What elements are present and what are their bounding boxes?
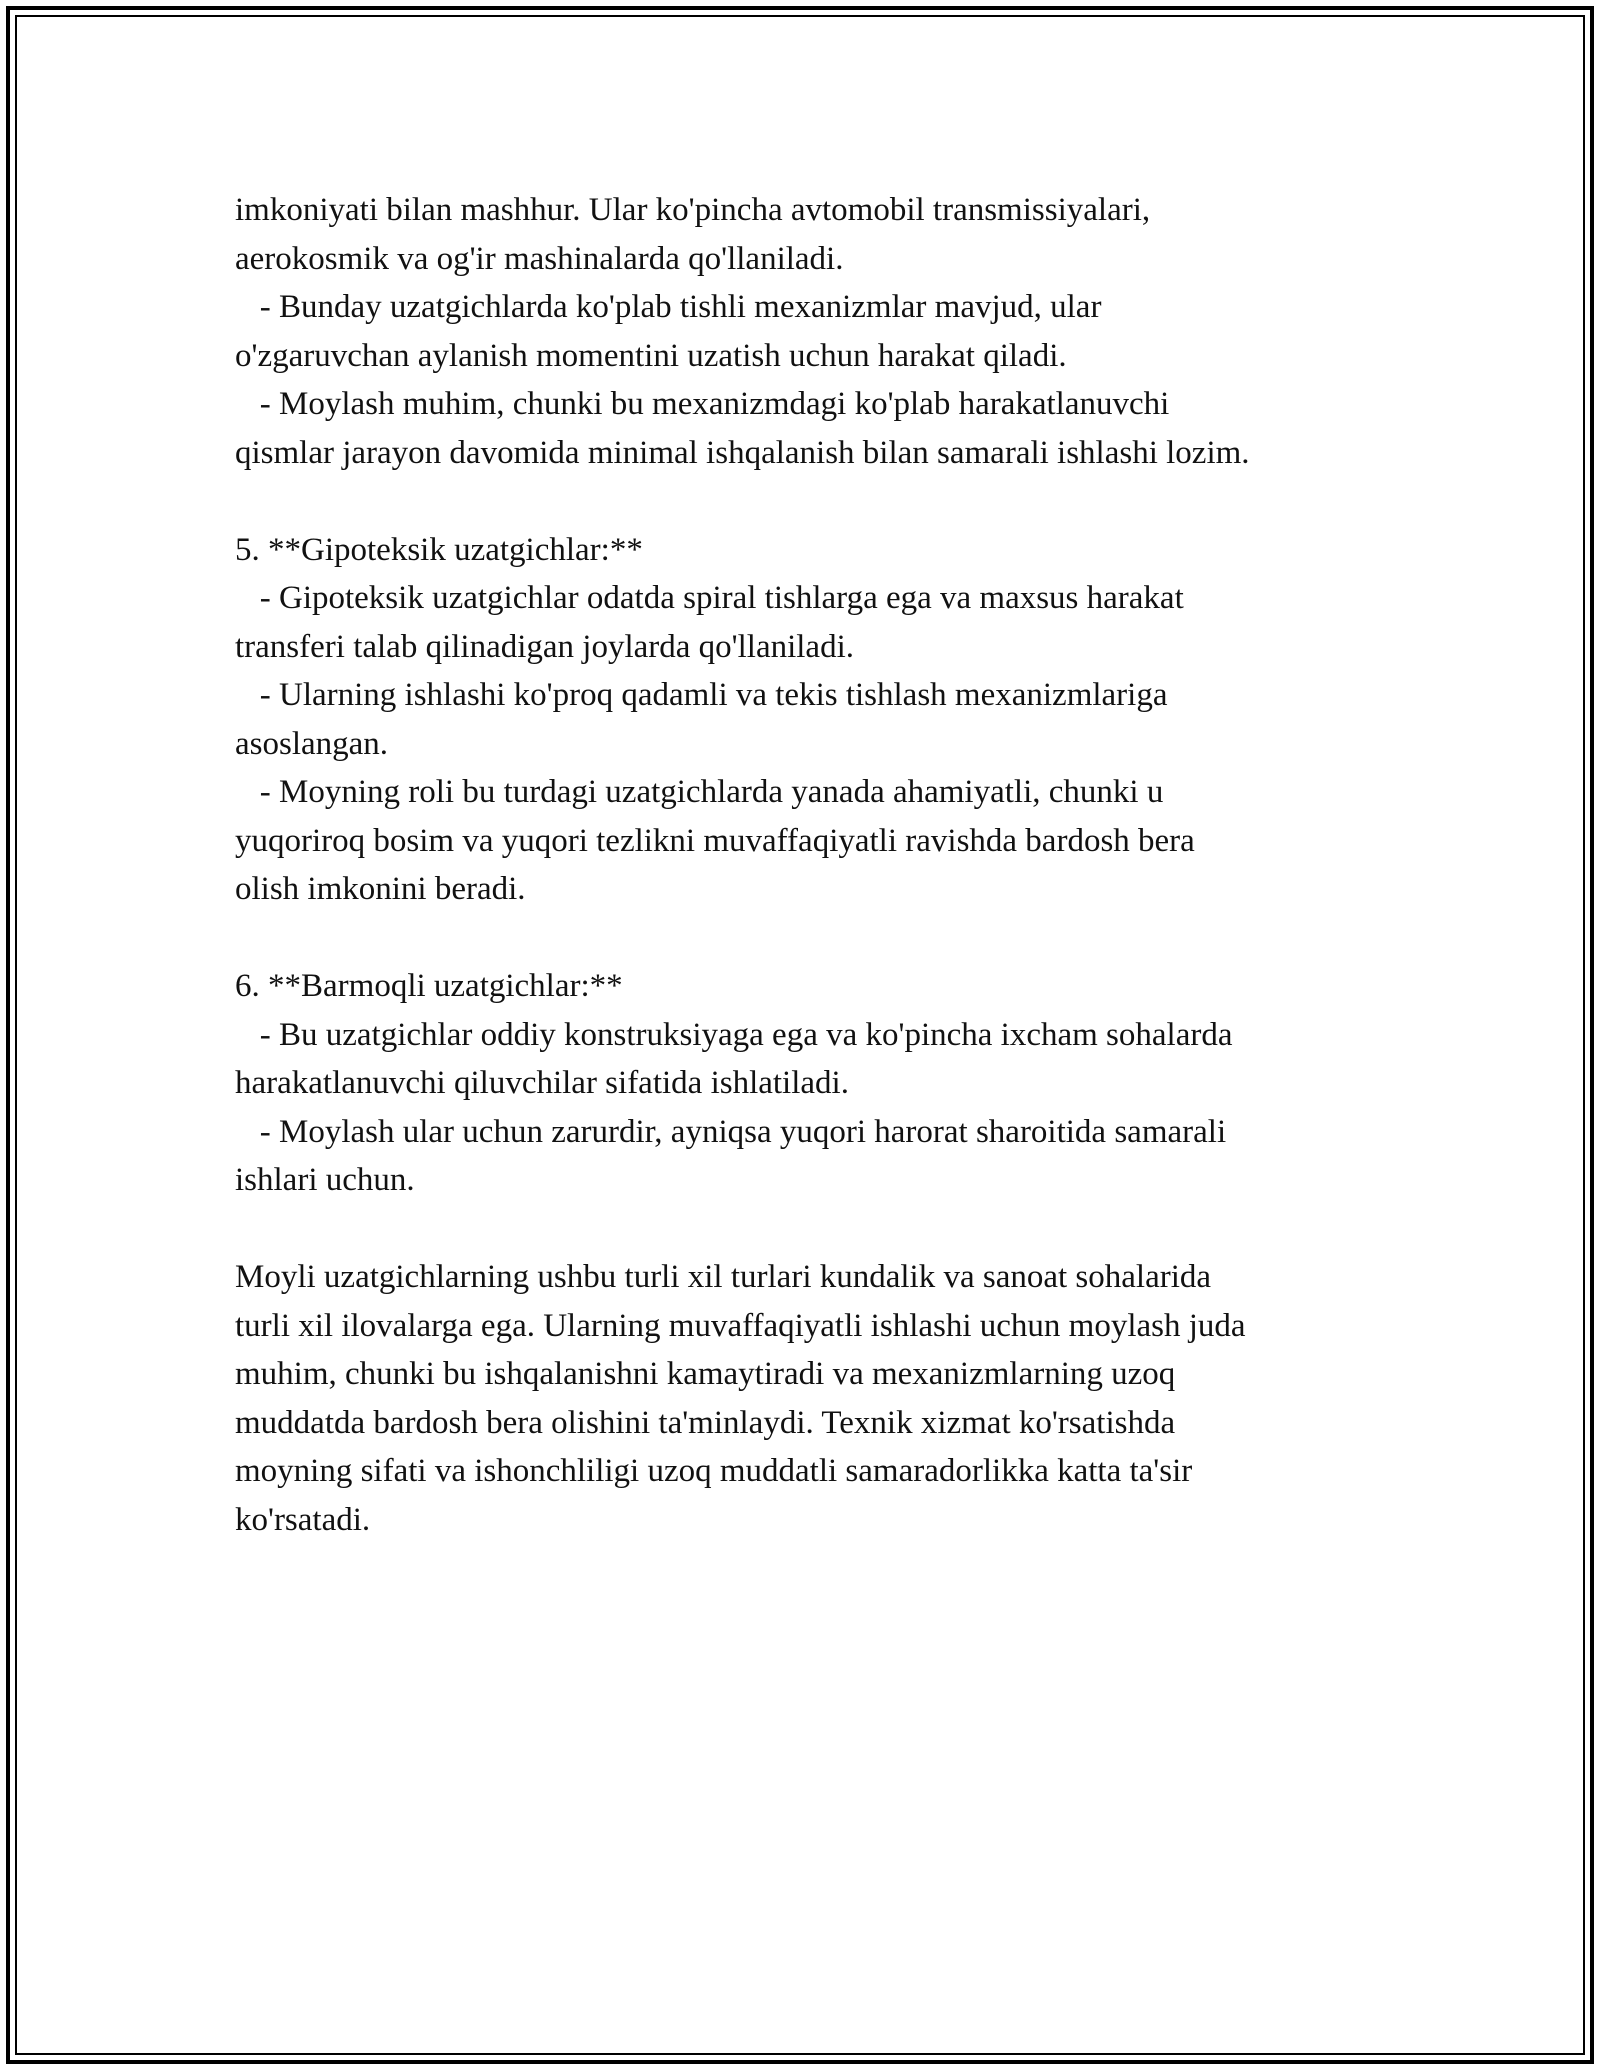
text-line: - Moylash ular uchun zarurdir, ayniqsa yuqori harorat sharoitida samarali xyxy=(235,1113,1227,1150)
text-line: o'zgaruvchan aylanish momentini uzatish uchun harakat qiladi. xyxy=(235,337,1067,374)
text-line: - Bu uzatgichlar oddiy konstruksiyaga ega va ko'pincha ixcham sohalarda xyxy=(235,1016,1233,1053)
document-body xyxy=(235,186,1385,1544)
text-line: - Moyning roli bu turdagi uzatgichlarda yanada ahamiyatli, chunki u xyxy=(235,774,1164,810)
text-line: transferi talab qilinadigan joylarda qo'llaniladi. xyxy=(235,628,854,665)
text-line: ishlari uchun. xyxy=(235,1162,415,1198)
text-line: olish imkonini beradi. xyxy=(235,871,526,907)
text-line: yuqoriroq bosim va yuqori tezlikni muvaffaqiyatli ravishda bardosh bera xyxy=(235,822,1195,859)
text-line: muhim, chunki bu ishqalanishni kamaytiradi va mexanizmlarning uzoq xyxy=(235,1356,1176,1392)
text-line: - Gipoteksik uzatgichlar odatda spiral tishlarga ega va maxsus harakat xyxy=(235,580,1184,616)
text-line: harakatlanuvchi qiluvchilar sifatida ishlatiladi. xyxy=(235,1065,849,1101)
text-line: aerokosmik va og'ir mashinalarda qo'llaniladi. xyxy=(235,240,844,277)
text-line: - Bunday uzatgichlarda ko'plab tishli mexanizmlar mavjud, ular xyxy=(235,289,1102,325)
text-line: muddatda bardosh bera olishini ta'minlaydi. Texnik xizmat ko'rsatishda xyxy=(235,1404,1176,1441)
text-line: asoslangan. xyxy=(235,725,389,762)
text-line: imkoniyati bilan mashhur. Ular ko'pincha avtomobil transmissiyalari, xyxy=(235,192,1151,228)
text-line: Moyli uzatgichlarning ushbu turli xil turlari kundalik va sanoat sohalarida xyxy=(235,1259,1212,1295)
text-line: ko'rsatadi. xyxy=(235,1501,371,1538)
text-line: turli xil ilovalarga ega. Ularning muvaffaqiyatli ishlashi uchun moylash juda xyxy=(235,1307,1246,1344)
paragraph-spacer xyxy=(235,1205,1385,1254)
paragraph-spacer xyxy=(235,477,1385,526)
section-heading: 6. **Barmoqli uzatgichlar:** xyxy=(235,968,623,1004)
text-line: qismlar jarayon davomida minimal ishqalanish bilan samarali ishlashi lozim. xyxy=(235,434,1250,471)
text-line: moyning sifati va ishonchliligi uzoq muddatli samaradorlikka katta ta'sir xyxy=(235,1453,1193,1489)
paragraph-spacer xyxy=(235,914,1385,963)
section-heading: 5. **Gipoteksik uzatgichlar:** xyxy=(235,531,643,568)
text-line: - Moylash muhim, chunki bu mexanizmdagi ko'plab harakatlanuvchi xyxy=(235,386,1170,422)
text-line: - Ularning ishlashi ko'proq qadamli va tekis tishlash mexanizmlariga xyxy=(235,677,1168,713)
